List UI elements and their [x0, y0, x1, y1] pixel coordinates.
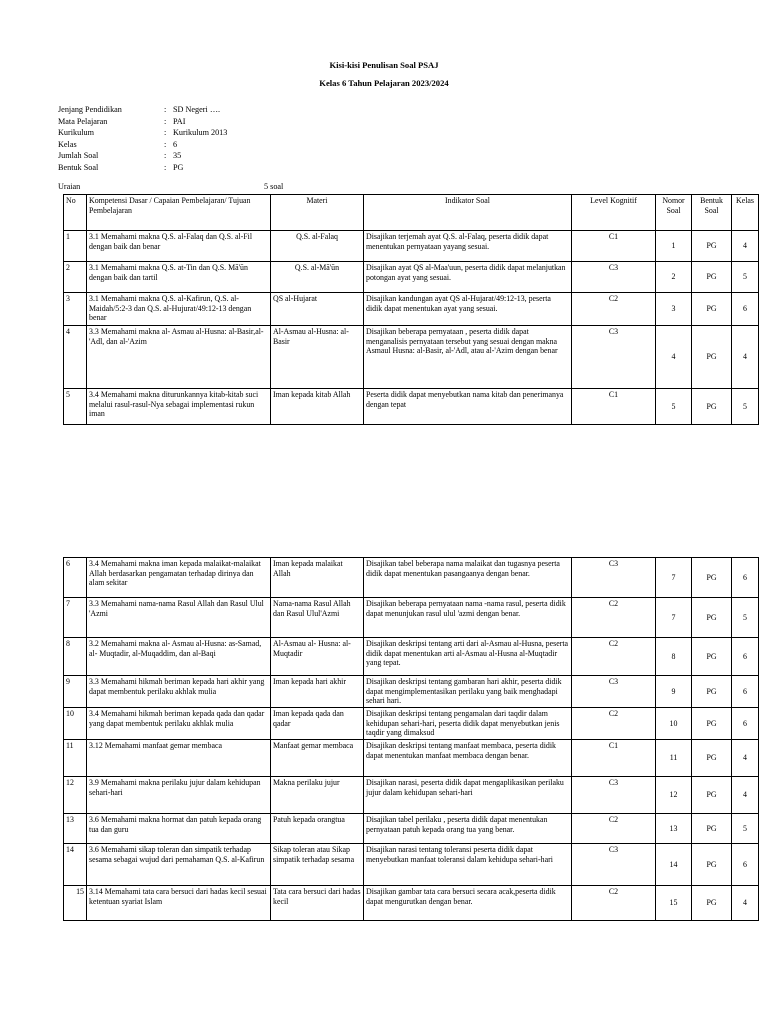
header-indikator: Indikator Soal — [364, 195, 572, 231]
row-materi: Al-Asmau al-Husna: al-Basir — [271, 326, 364, 389]
row-level-kognitif: C2 — [572, 598, 656, 638]
table-row — [64, 558, 759, 598]
meta-value: 6 — [173, 139, 178, 149]
row-materi: Al-Asmau al- Husna: al- Muqtadir — [271, 638, 364, 676]
row-no: 15 — [64, 886, 87, 921]
row-kelas: 5 — [732, 598, 759, 638]
row-kelas: 4 — [732, 740, 759, 777]
row-level-kognitif: C2 — [572, 638, 656, 676]
row-nomor-soal: 13 — [656, 814, 692, 844]
row-nomor-soal: 7 — [656, 558, 692, 598]
row-materi: Iman kepada hari akhir — [271, 676, 364, 708]
row-no: 6 — [64, 558, 87, 598]
row-bentuk-soal: PG — [692, 558, 732, 598]
row-no: 5 — [64, 389, 87, 425]
row-kompetensi-dasar: 3.9 Memahami makna perilaku jujur dalam kehidupan sehari-hari — [87, 777, 271, 814]
row-indikator: Disajikan kandungan ayat QS al-Hujarat/49:12-13, peserta didik dapat menentukan ayat yang sesuai. — [364, 293, 572, 326]
row-nomor-soal: 14 — [656, 844, 692, 886]
row-kompetensi-dasar: 3.3 Memahami makna al- Asmau al-Husna: al-Basir,al-'Adl, dan al-'Azim — [87, 326, 271, 389]
row-kelas: 6 — [732, 708, 759, 740]
table-row — [64, 777, 759, 814]
table-row — [64, 326, 759, 389]
row-nomor-soal: 15 — [656, 886, 692, 921]
row-no: 3 — [64, 293, 87, 326]
row-kompetensi-dasar: 3.1 Memahami makna Q.S. al-Kafirun, Q.S. al- Maidah/5:2-3 dan Q.S. al-Hujurat/49:12-13 dengan benar — [87, 293, 271, 326]
table-row — [64, 886, 759, 921]
row-kompetensi-dasar: 3.4 Memahami hikmah beriman kepada qada dan qadar yang dapat membentuk perilaku akhlak mulia — [87, 708, 271, 740]
row-bentuk-soal: PG — [692, 262, 732, 293]
row-indikator: Disajikan deskripsi tentang gambaran hari akhir, peserta didik dapat mengimplementasikan perilaku yang baik menghadapi sehari hari. — [364, 676, 572, 708]
row-indikator: Disajikan beberapa pernyataan , peserta didik dapat menganalisis pernyataan tersebut yang sesuai dengan makna Asmaul Husna: al-Basir, al-'Adl, atau al-'Azim dengan benar — [364, 326, 572, 389]
row-nomor-soal: 8 — [656, 638, 692, 676]
row-bentuk-soal: PG — [692, 326, 732, 389]
document-title: Kisi-kisi Penulisan Soal PSAJ — [329, 60, 439, 70]
document-subtitle: Kelas 6 Tahun Pelajaran 2023/2024 — [319, 78, 449, 88]
row-nomor-soal: 11 — [656, 740, 692, 777]
header-kd: Kompetensi Dasar / Capaian Pembelajaran/ Tujuan Pembelajaran — [87, 195, 271, 231]
row-kelas: 4 — [732, 231, 759, 262]
row-bentuk-soal: PG — [692, 886, 732, 921]
meta-label: Kurikulum — [58, 128, 94, 138]
row-materi: Iman kepada qada dan qadar — [271, 708, 364, 740]
row-no: 10 — [64, 708, 87, 740]
row-level-kognitif: C1 — [572, 389, 656, 425]
meta-separator: : — [164, 139, 167, 149]
row-no: 14 — [64, 844, 87, 886]
row-kelas: 4 — [732, 777, 759, 814]
meta-value: PAI — [173, 116, 186, 126]
table-row — [64, 844, 759, 886]
header-level: Level Kognitif — [572, 195, 656, 231]
row-kompetensi-dasar: 3.1 Memahami makna Q.S. at-Tin dan Q.S. Mā'ūn dengan baik dan tartil — [87, 262, 271, 293]
header-kelas: Kelas — [732, 195, 759, 231]
table-body-top — [64, 231, 759, 425]
row-kompetensi-dasar: 3.1 Memahami makna Q.S. al-Falaq dan Q.S. al-Fil dengan baik dan benar — [87, 231, 271, 262]
row-bentuk-soal: PG — [692, 676, 732, 708]
table-row — [64, 598, 759, 638]
row-no: 7 — [64, 598, 87, 638]
uraian-value: 5 soal — [264, 182, 284, 191]
row-bentuk-soal: PG — [692, 231, 732, 262]
meta-value: SD Negeri …. — [173, 105, 221, 114]
row-materi: Manfaat gemar membaca — [271, 740, 364, 777]
row-kompetensi-dasar: 3.3 Memahami hikmah beriman kepada hari akhir yang dapat membentuk perilaku akhlak mulia — [87, 676, 271, 708]
row-no: 4 — [64, 326, 87, 389]
row-bentuk-soal: PG — [692, 740, 732, 777]
row-materi: Nama-nama Rasul Allah dan Rasul Ulul'Azmi — [271, 598, 364, 638]
row-kompetensi-dasar: 3.6 Memahami makna hormat dan patuh kepada orang tua dan guru — [87, 814, 271, 844]
row-kelas: 6 — [732, 844, 759, 886]
row-kelas: 4 — [732, 326, 759, 389]
header-no: No — [64, 195, 87, 231]
row-nomor-soal: 4 — [656, 326, 692, 389]
row-indikator: Disajikan beberapa pernyataan nama -nama rasul, peserta didik dapat menunjukan rasul ulul 'azmi dengan benar. — [364, 598, 572, 638]
row-no: 13 — [64, 814, 87, 844]
row-kompetensi-dasar: 3.2 Memahami makna al- Asmau al-Husna: as-Samad, al- Muqtadir, al-Muqaddim, dan al-Baqi — [87, 638, 271, 676]
row-level-kognitif: C3 — [572, 558, 656, 598]
row-materi: Q.S. al-Falaq — [271, 231, 364, 262]
row-nomor-soal: 10 — [656, 708, 692, 740]
table-row — [64, 293, 759, 326]
meta-value: Kurikulum 2013 — [173, 128, 228, 138]
row-kelas: 6 — [732, 558, 759, 598]
table-row — [64, 814, 759, 844]
meta-separator: : — [164, 151, 167, 161]
table-row — [64, 708, 759, 740]
row-kelas: 5 — [732, 389, 759, 425]
row-materi: Iman kepada malaikat Allah — [271, 558, 364, 598]
table-row — [64, 262, 759, 293]
row-indikator: Disajikan deskripsi tentang manfaat membaca, peserta didik dapat menentukan manfaat membaca dengan benar. — [364, 740, 572, 777]
meta-label: Kelas — [58, 139, 77, 149]
row-indikator: Disajikan terjemah ayat Q.S. al-Falaq, peserta didik dapat menentukan pernyataan yayang sesuai. — [364, 231, 572, 262]
row-level-kognitif: C2 — [572, 886, 656, 921]
row-indikator: Disajikan gambar tata cara bersuci secara acak,peserta didik dapat mengurutkan dengan benar. — [364, 886, 572, 921]
meta-value: 35 — [173, 151, 182, 161]
meta-label: Bentuk Soal — [58, 162, 99, 172]
uraian-label: Uraian — [58, 182, 81, 191]
row-kompetensi-dasar: 3.12 Memahami manfaat gemar membaca — [87, 740, 271, 777]
row-nomor-soal: 5 — [656, 389, 692, 425]
row-kompetensi-dasar: 3.3 Memahami nama-nama Rasul Allah dan Rasul Ulul 'Azmi — [87, 598, 271, 638]
row-bentuk-soal: PG — [692, 293, 732, 326]
row-kelas: 6 — [732, 676, 759, 708]
row-level-kognitif: C3 — [572, 326, 656, 389]
row-indikator: Disajikan tabel perilaku , peserta didik dapat menentukan pernyataan patuh kepada orang tua yang benar. — [364, 814, 572, 844]
row-level-kognitif: C3 — [572, 262, 656, 293]
row-nomor-soal: 12 — [656, 777, 692, 814]
uraian-line — [58, 182, 284, 191]
row-level-kognitif: C2 — [572, 814, 656, 844]
row-no: 9 — [64, 676, 87, 708]
row-indikator: Disajikan ayat QS al-Maa'uun, peserta didik dapat melanjutkan potongan ayat yang sesuai. — [364, 262, 572, 293]
row-materi: Q.S. al-Mā'ūn — [271, 262, 364, 293]
row-bentuk-soal: PG — [692, 814, 732, 844]
row-kelas: 5 — [732, 814, 759, 844]
row-no: 11 — [64, 740, 87, 777]
row-no: 1 — [64, 231, 87, 262]
row-kompetensi-dasar: 3.6 Memahami sikap toleran dan simpatik terhadap sesama sebagai wujud dari pemahaman Q.S. al-Kafirun — [87, 844, 271, 886]
meta-separator: : — [164, 128, 167, 138]
table-body-bottom — [64, 558, 759, 921]
table-row — [64, 638, 759, 676]
row-bentuk-soal: PG — [692, 777, 732, 814]
meta-label: Jumlah Soal — [58, 151, 99, 161]
row-materi: Makna perilaku jujur — [271, 777, 364, 814]
row-nomor-soal: 1 — [656, 231, 692, 262]
row-indikator: Disajikan tabel beberapa nama malaikat dan tugasnya peserta didik dapat menentukan pasangaanya dengan benar. — [364, 558, 572, 598]
grid-table-bottom — [63, 557, 759, 921]
row-no: 2 — [64, 262, 87, 293]
meta-label: Jenjang Pendidikan — [58, 105, 122, 114]
row-indikator: Disajikan narasi tentang toleransi peserta didik dapat menyebutkan manfaat toleransi dalam kehidupa sehari-hari — [364, 844, 572, 886]
meta-label: Mata Pelajaran — [58, 116, 108, 126]
grid-table-top — [63, 194, 759, 425]
row-nomor-soal: 9 — [656, 676, 692, 708]
table-header-row — [64, 195, 759, 231]
row-indikator: Peserta didik dapat menyebutkan nama kitab dan penerimanya dengan tepat — [364, 389, 572, 425]
row-level-kognitif: C3 — [572, 777, 656, 814]
row-level-kognitif: C2 — [572, 708, 656, 740]
meta-value: PG — [173, 162, 184, 172]
table-row — [64, 231, 759, 262]
meta-separator: : — [164, 105, 167, 114]
row-kompetensi-dasar: 3.14 Memahami tata cara bersuci dari hadas kecil sesuai ketentuan syariat Islam — [87, 886, 271, 921]
row-level-kognitif: C3 — [572, 844, 656, 886]
row-kelas: 5 — [732, 262, 759, 293]
row-kelas: 4 — [732, 886, 759, 921]
row-materi: QS al-Hujarat — [271, 293, 364, 326]
table-row — [64, 389, 759, 425]
row-bentuk-soal: PG — [692, 708, 732, 740]
row-materi: Sikap toleran atau Sikap simpatik terhadap sesama — [271, 844, 364, 886]
table-row — [64, 740, 759, 777]
row-level-kognitif: C3 — [572, 676, 656, 708]
row-kompetensi-dasar: 3.4 Memahami makna iman kepada malaikat-malaikat Allah berdasarkan pengamatan terhadap dirinya dan alam sekitar — [87, 558, 271, 598]
row-kompetensi-dasar: 3.4 Memahami makna diturunkannya kitab-kitab suci melalui rasul-rasul-Nya sebagai implementasi rukun iman — [87, 389, 271, 425]
row-bentuk-soal: PG — [692, 638, 732, 676]
row-materi: Patuh kepada orangtua — [271, 814, 364, 844]
row-indikator: Disajikan deskripsi tentang pengamalan dari taqdir dalam kehidupan sehari-hari, peserta didik dapat menyebutkan jenis taqdir yang dimaksud — [364, 708, 572, 740]
row-no: 8 — [64, 638, 87, 676]
row-indikator: Disajikan deskripsi tentang arti dari al-Asmau al-Husna, peserta didik dapat menentukan arti al-Asmau al-Husna al-Muqtadir yang tepat. — [364, 638, 572, 676]
row-nomor-soal: 7 — [656, 598, 692, 638]
row-level-kognitif: C2 — [572, 293, 656, 326]
row-level-kognitif: C1 — [572, 231, 656, 262]
row-indikator: Disajikan narasi, peserta didik dapat mengaplikasikan perilaku jujur dalam kehidupan sehari-hari — [364, 777, 572, 814]
row-no: 12 — [64, 777, 87, 814]
row-materi: Iman kepada kitab Allah — [271, 389, 364, 425]
row-materi: Tata cara bersuci dari hadas kecil — [271, 886, 364, 921]
row-nomor-soal: 3 — [656, 293, 692, 326]
header-bentuk: Bentuk Soal — [692, 195, 732, 231]
row-bentuk-soal: PG — [692, 389, 732, 425]
row-level-kognitif: C1 — [572, 740, 656, 777]
meta-separator: : — [164, 116, 167, 126]
header-materi: Materi — [271, 195, 364, 231]
header-nomor: Nomor Soal — [656, 195, 692, 231]
row-kelas: 6 — [732, 638, 759, 676]
row-bentuk-soal: PG — [692, 844, 732, 886]
row-bentuk-soal: PG — [692, 598, 732, 638]
row-nomor-soal: 2 — [656, 262, 692, 293]
row-kelas: 6 — [732, 293, 759, 326]
table-row — [64, 676, 759, 708]
meta-separator: : — [164, 162, 167, 172]
